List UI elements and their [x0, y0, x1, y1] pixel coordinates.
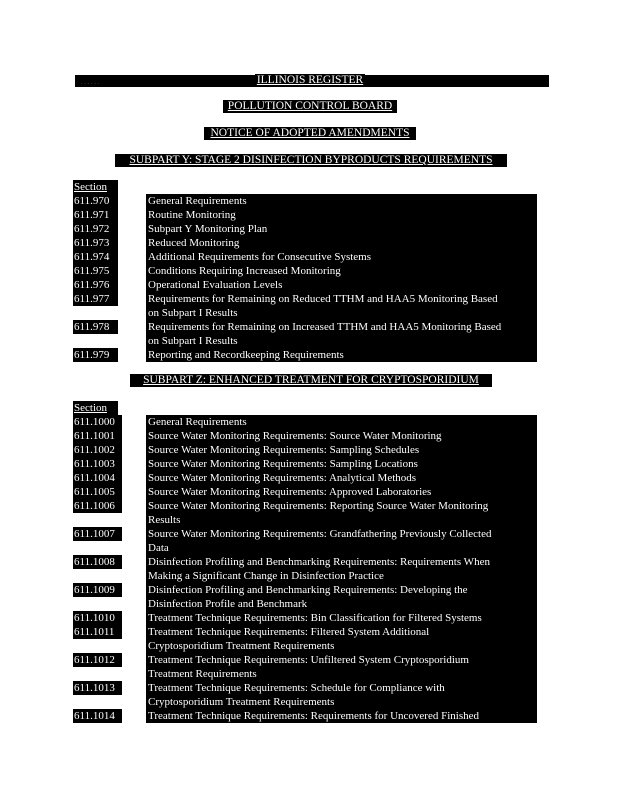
- section-title-line: on Subpart I Results: [148, 335, 238, 347]
- section-title-line: Conditions Requiring Increased Monitoring: [148, 265, 341, 277]
- section-title: [146, 555, 537, 583]
- section-title: [146, 194, 537, 208]
- section-number: 611.974: [73, 250, 118, 264]
- section-title-line: Source Water Monitoring Requirements: Grandfathering Previously Collected: [148, 528, 492, 540]
- section-title: [146, 429, 537, 443]
- section-title-line: Source Water Monitoring Requirements: Approved Laboratories: [148, 486, 432, 498]
- section-title-line: Operational Evaluation Levels: [148, 279, 283, 291]
- section-title-line: Source Water Monitoring Requirements: Sampling Schedules: [148, 444, 420, 456]
- section-title-line: Source Water Monitoring Requirements: Sampling Locations: [148, 458, 418, 470]
- section-title-line: Results: [148, 514, 181, 526]
- section-number: 611.1006: [73, 499, 122, 513]
- section-number: 611.1009: [73, 583, 122, 597]
- section-title-line: Source Water Monitoring Requirements: Reporting Source Water Monitoring: [148, 500, 489, 512]
- section-title-line: on Subpart I Results: [148, 307, 238, 319]
- section-title-line: Treatment Technique Requirements: Requirements for Uncovered Finished: [148, 710, 479, 722]
- register-header-tiny-text: · · · · · ·: [81, 81, 100, 86]
- subpart-y-heading: SUBPART Y: STAGE 2 DISINFECTION BYPRODUCTS REQUIREMENTS: [115, 154, 507, 167]
- board-heading: POLLUTION CONTROL BOARD: [223, 100, 397, 113]
- section-title-line: Subpart Y Monitoring Plan: [148, 223, 268, 235]
- section-title-line: Making a Significant Change in Disinfection Practice: [148, 570, 384, 582]
- notice-heading: NOTICE OF ADOPTED AMENDMENTS: [204, 127, 416, 140]
- section-title-line: Cryptosporidium Treatment Requirements: [148, 696, 335, 708]
- section-number: 611.976: [73, 278, 118, 292]
- section-title-line: Routine Monitoring: [148, 209, 236, 221]
- section-title: [146, 583, 537, 611]
- section-number: 611.1010: [73, 611, 122, 625]
- section-number: 611.1011: [73, 625, 122, 639]
- section-title-line: Requirements for Remaining on Increased TTHM and HAA5 Monitoring Based: [148, 321, 502, 333]
- section-number: 611.1004: [73, 471, 122, 485]
- section-number: 611.1005: [73, 485, 122, 499]
- section-number: 611.978: [73, 320, 118, 334]
- section-title: [146, 499, 537, 527]
- section-title: [146, 278, 537, 292]
- section-title-line: Reporting and Recordkeeping Requirements: [148, 349, 344, 361]
- section-number: 611.977: [73, 292, 118, 306]
- section-title: [146, 625, 537, 653]
- section-column-label: Section: [73, 180, 118, 194]
- section-number: 611.1001: [73, 429, 122, 443]
- section-title-line: Disinfection Profile and Benchmark: [148, 598, 308, 610]
- section-title: [146, 527, 537, 555]
- section-title: [146, 709, 537, 723]
- section-title-line: Disinfection Profiling and Benchmarking Requirements: Requirements When: [148, 556, 490, 568]
- section-title-line: Additional Requirements for Consecutive Systems: [148, 251, 372, 263]
- section-title-line: Disinfection Profiling and Benchmarking Requirements: Developing the: [148, 584, 468, 596]
- section-number: 611.970: [73, 194, 118, 208]
- section-title-line: Treatment Technique Requirements: Bin Classification for Filtered Systems: [148, 612, 482, 624]
- section-title-line: Source Water Monitoring Requirements: Source Water Monitoring: [148, 430, 442, 442]
- register-title: ILLINOIS REGISTER: [256, 74, 364, 86]
- section-column-label: Section: [73, 401, 118, 415]
- section-number: 611.972: [73, 222, 118, 236]
- section-title: [146, 348, 537, 362]
- section-title: [146, 320, 537, 348]
- section-title: [146, 653, 537, 681]
- section-title-line: General Requirements: [148, 195, 247, 207]
- section-number: 611.1007: [73, 527, 122, 541]
- section-number: 611.1000: [73, 415, 122, 429]
- section-title: [146, 236, 537, 250]
- section-title-line: General Requirements: [148, 416, 247, 428]
- section-title: [146, 264, 537, 278]
- section-title-line: Source Water Monitoring Requirements: Analytical Methods: [148, 472, 417, 484]
- section-title-line: Cryptosporidium Treatment Requirements: [148, 640, 335, 652]
- section-title-line: Treatment Technique Requirements: Unfiltered System Cryptosporidium: [148, 654, 469, 666]
- section-title-line: Treatment Technique Requirements: Schedule for Compliance with: [148, 682, 445, 694]
- section-title: [146, 457, 537, 471]
- section-title-line: Treatment Requirements: [148, 668, 257, 680]
- subpart-z-heading: SUBPART Z: ENHANCED TREATMENT FOR CRYPTOSPORIDIUM: [130, 374, 492, 387]
- section-number: 611.975: [73, 264, 118, 278]
- section-title: [146, 222, 537, 236]
- section-title: [146, 681, 537, 709]
- section-title: [146, 611, 537, 625]
- section-title-line: Treatment Technique Requirements: Filtered System Additional: [148, 626, 430, 638]
- section-number: 611.973: [73, 236, 118, 250]
- section-number: 611.979: [73, 348, 118, 362]
- section-title: [146, 471, 537, 485]
- section-title-line: Data: [148, 542, 169, 554]
- section-title: [146, 443, 537, 457]
- section-title-line: Requirements for Remaining on Reduced TTHM and HAA5 Monitoring Based: [148, 293, 498, 305]
- section-title: [146, 292, 537, 320]
- section-number: 611.1013: [73, 681, 122, 695]
- section-title: [146, 250, 537, 264]
- section-title: [146, 415, 537, 429]
- section-number: 611.1012: [73, 653, 122, 667]
- section-number: 611.1008: [73, 555, 122, 569]
- section-title: [146, 208, 537, 222]
- section-number: 611.1002: [73, 443, 122, 457]
- section-number: 611.1014: [73, 709, 122, 723]
- section-title-line: Reduced Monitoring: [148, 237, 240, 249]
- section-title: [146, 485, 537, 499]
- section-number: 611.1003: [73, 457, 122, 471]
- section-number: 611.971: [73, 208, 118, 222]
